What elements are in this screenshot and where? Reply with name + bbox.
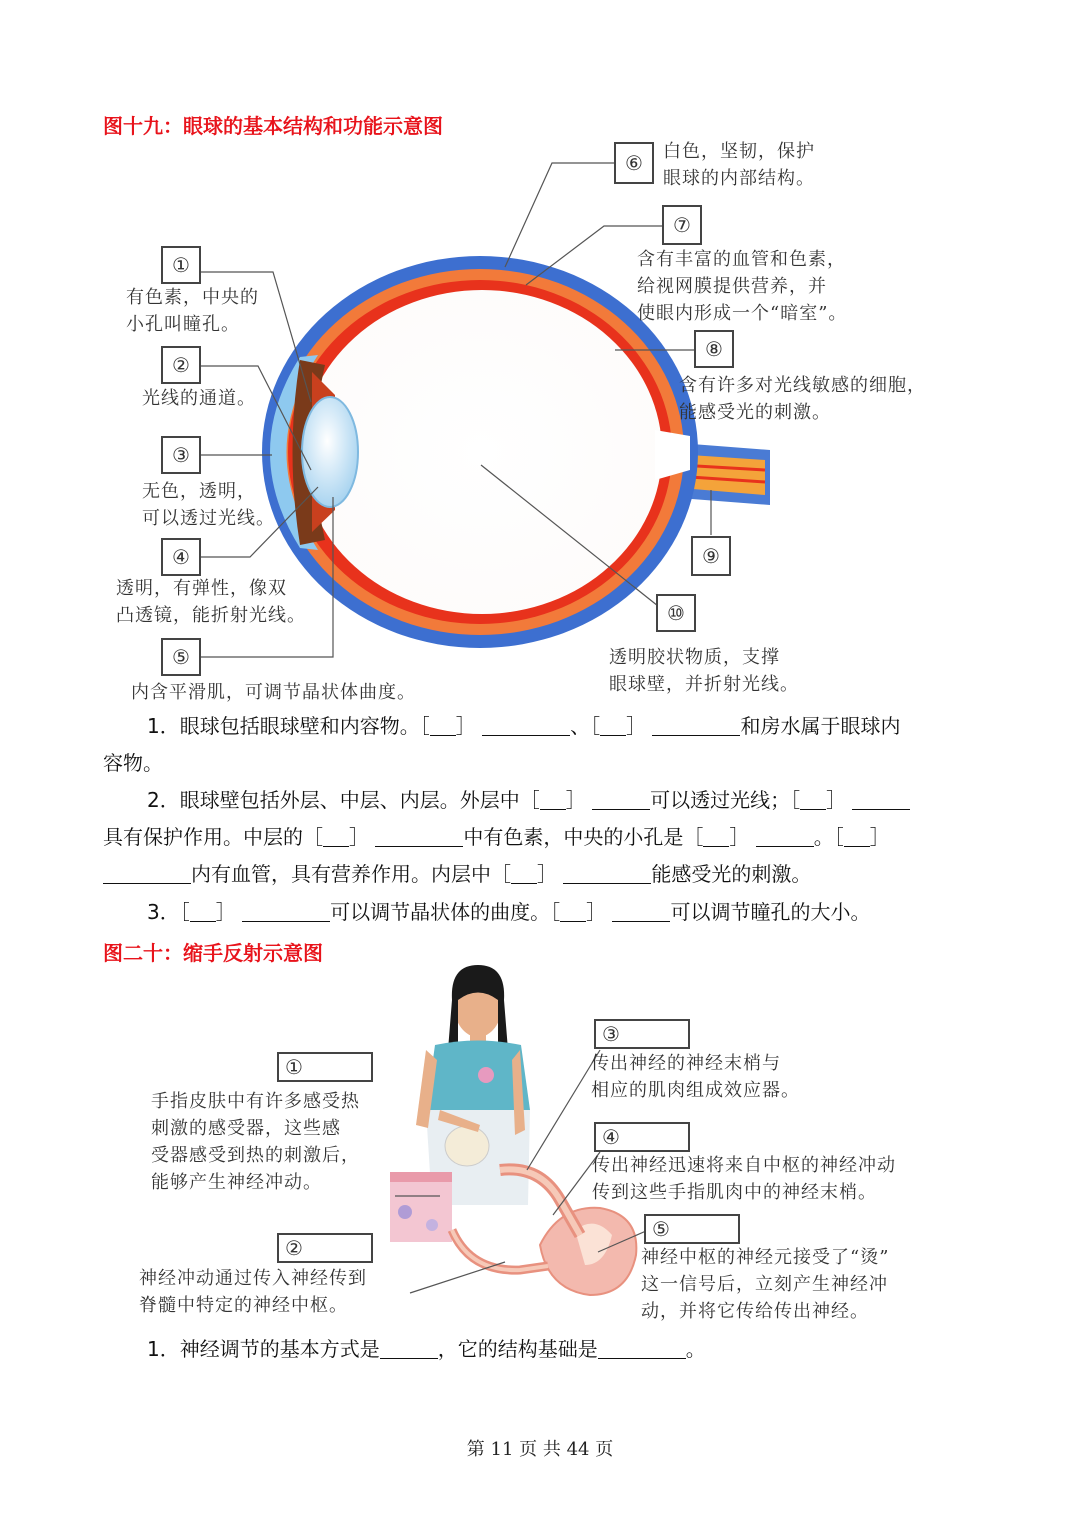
question-text: ］ xyxy=(626,714,647,738)
label-box-5: ⑤ xyxy=(161,638,201,676)
question-text: 可以调节瞳孔的大小。 xyxy=(670,900,871,924)
annotation-line: 使眼内形成一个“暗室”。 xyxy=(637,303,848,324)
question-text: ］ xyxy=(455,714,476,738)
annotation-line: 相应的肌肉组成效应器。 xyxy=(591,1080,800,1101)
annotation-line: 眼球的内部结构。 xyxy=(663,168,815,189)
annotation-line: 透明，有弹性，像双 xyxy=(116,578,287,599)
label-box-f20-3: ③ xyxy=(594,1019,690,1049)
question-text: ］ xyxy=(537,862,557,886)
label-box-8: ⑧ xyxy=(694,330,734,368)
question-text: ］ xyxy=(349,825,369,849)
label-box-f20-4: ④ xyxy=(594,1122,690,1152)
label-box-2: ② xyxy=(161,346,201,384)
annotation-f20-3 xyxy=(591,1050,800,1104)
annotation-line: 刺激的感受器，这些感 xyxy=(151,1118,341,1139)
annotation-line: 能感受光的刺激。 xyxy=(679,402,831,423)
label-box-3: ③ xyxy=(161,436,201,474)
skin-section xyxy=(390,1172,452,1242)
annotation-line: 受器感受到热的刺激后， xyxy=(151,1145,360,1166)
annotation-line: 透明胶状物质，支撑 xyxy=(609,647,780,668)
label-box-4: ④ xyxy=(161,538,201,576)
answer-blank[interactable] xyxy=(598,1336,686,1359)
page-number: 第 11 页 共 44 页 xyxy=(466,1439,614,1460)
question-text: 。 xyxy=(685,1337,706,1361)
annotation-line: 动，并将它传给传出神经。 xyxy=(641,1301,869,1322)
question-text: ］ xyxy=(586,900,607,924)
annotation-line: 神经中枢的神经元接受了“烫” xyxy=(641,1247,890,1268)
annotation-line: 有色素，中央的 xyxy=(126,287,259,308)
question-text: 可以透过光线；［ xyxy=(650,788,801,812)
annotation-line: 含有许多对光线敏感的细胞， xyxy=(679,375,926,396)
annotation-line: 眼球壁，并折射光线。 xyxy=(609,674,799,695)
question-text: ］ xyxy=(826,788,847,812)
question-text: 、［ xyxy=(570,714,601,738)
question-text: ］ xyxy=(565,788,586,812)
figure-19-title: 图十九：眼球的基本结构和功能示意图 xyxy=(103,114,443,138)
label-box-6: ⑥ xyxy=(614,142,654,184)
figure-20-title: 图二十：缩手反射示意图 xyxy=(103,941,323,965)
label-box-9: ⑨ xyxy=(691,536,731,576)
annotation-line: 光线的通道。 xyxy=(142,388,256,409)
question-text: 内有血管，具有营养作用。内层中［ xyxy=(191,862,511,886)
question-text: 1．神经调节的基本方式是 xyxy=(147,1337,380,1361)
question-text: ］ xyxy=(215,900,236,924)
annotation-line: 脊髓中特定的神经中枢。 xyxy=(139,1295,348,1316)
annotation-line: 传出神经的神经末梢与 xyxy=(591,1053,781,1074)
annotation-f20-5 xyxy=(641,1244,889,1325)
question-text: 。［ xyxy=(813,825,844,849)
question-text: 可以调节晶状体的曲度。［ xyxy=(330,900,561,924)
annotation-f20-2 xyxy=(139,1265,367,1319)
annotation-line: 给视网膜提供营养，并 xyxy=(637,276,827,297)
question-text: 中有色素，中央的小孔是［ xyxy=(463,825,704,849)
annotation-line: 无色，透明， xyxy=(142,481,256,502)
label-box-f20-1: ① xyxy=(277,1052,373,1082)
annotation-line: 内含平滑肌，可调节晶状体曲度。 xyxy=(131,682,416,703)
question-20-1 xyxy=(103,1331,973,1368)
label-box-10: ⑩ xyxy=(656,594,696,632)
annotation-line: 白色，坚韧，保护 xyxy=(663,141,815,162)
question-text: ］ xyxy=(729,825,750,849)
question-text: 容物。 xyxy=(103,751,163,775)
question-text: 具有保护作用。中层的［ xyxy=(103,825,323,849)
question-text: 能感受光的刺激。 xyxy=(651,862,812,886)
label-box-1: ① xyxy=(161,246,201,284)
annotation-f20-4 xyxy=(592,1152,896,1206)
leader-f20-2 xyxy=(410,1262,505,1293)
annotation-line: 手指皮肤中有许多感受热 xyxy=(151,1091,360,1112)
label-box-f20-2: ② xyxy=(277,1233,373,1263)
question-text: 3．［ xyxy=(147,900,190,924)
question-text: ］ xyxy=(869,825,890,849)
annotation-f20-1 xyxy=(151,1088,360,1196)
question-text: ，它的结构基础是 xyxy=(437,1337,598,1361)
answer-blank[interactable] xyxy=(380,1336,438,1359)
annotation-line: 神经冲动通过传入神经传到 xyxy=(139,1268,367,1289)
question-text: 和房水属于眼球内 xyxy=(740,714,901,738)
question-text: 1．眼球包括眼球壁和内容物。［ xyxy=(147,714,430,738)
annotation-line: 凸透镜，能折射光线。 xyxy=(116,605,306,626)
annotation-line: 小孔叫瞳孔。 xyxy=(126,314,240,335)
label-box-f20-5: ⑤ xyxy=(644,1214,740,1244)
question-text: 2．眼球壁包括外层、中层、内层。外层中［ xyxy=(147,788,540,812)
annotation-line: 含有丰富的血管和色素， xyxy=(637,249,846,270)
annotation-line: 传出神经迅速将来自中枢的神经冲动 xyxy=(592,1155,896,1176)
spinal-cord xyxy=(540,1208,636,1295)
annotation-line: 这一信号后，立刻产生神经冲 xyxy=(641,1274,888,1295)
annotation-line: 可以透过光线。 xyxy=(142,508,275,529)
label-box-7: ⑦ xyxy=(662,205,702,245)
annotation-line: 能够产生神经冲动。 xyxy=(151,1172,322,1193)
annotation-line: 传到这些手指肌肉中的神经末梢。 xyxy=(592,1182,877,1203)
